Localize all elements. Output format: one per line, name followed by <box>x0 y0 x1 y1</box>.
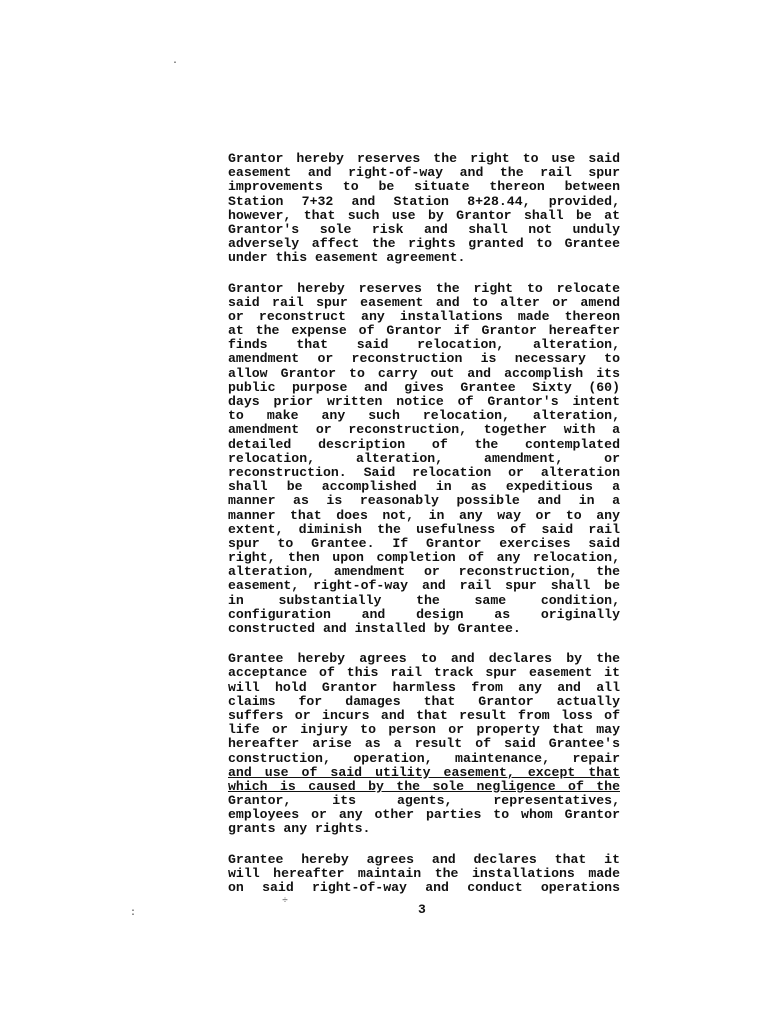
text-line: grants any rights. <box>228 821 371 837</box>
text-line: to make any such relocation, alteration, <box>228 408 620 424</box>
text-line: days prior written notice of Grantor's intent <box>228 394 620 409</box>
paragraph-grantee-indemnity <box>228 652 620 836</box>
scan-speck: ÷ <box>282 896 289 907</box>
text-line: manner that does not, in any way or to any <box>228 507 620 523</box>
text-line: improvements to be situate thereon between <box>228 179 620 195</box>
text-line: detailed description of the contemplated <box>228 436 620 452</box>
text-line: hereafter arise as a result of said Grantee's <box>228 736 620 752</box>
text-line: adversely affect the rights granted to Grantee <box>228 236 620 252</box>
text-line: life or injury to person or property that may <box>228 722 620 738</box>
text-line: Grantee hereby agrees and declares that it <box>228 851 620 867</box>
text-line: constructed and installed by Grantee. <box>228 621 521 636</box>
text-line: at the expense of Grantor if Grantor hereafter <box>228 323 620 339</box>
text-line: on said right-of-way and conduct operations <box>228 880 620 895</box>
text-line: Grantee hereby agrees to and declares by the <box>228 651 620 667</box>
text-line: suffers or incurs and that result from loss of <box>228 707 620 723</box>
text-line: right, then upon completion of any relocation, <box>228 550 620 566</box>
text-line: finds that said relocation, alteration, <box>228 337 620 353</box>
text-line: amendment or reconstruction is necessary to <box>228 351 620 367</box>
text-line: easement and right-of-way and the rail spur <box>228 165 620 181</box>
text-line: or reconstruct any installations made thereon <box>228 308 620 324</box>
text-line-underlined: which is caused by the sole negligence of the <box>228 778 620 794</box>
scan-speck: : <box>130 908 137 919</box>
text-line: Grantor hereby reserves the right to relocate <box>228 280 620 296</box>
text-line: amendment or reconstruction, together with a <box>228 422 620 438</box>
text-line: acceptance of this rail track spur easement it <box>228 665 620 681</box>
text-line: easement, right-of-way and rail spur shall be <box>228 578 620 594</box>
text-line: employees or any other parties to whom Grantor <box>228 807 620 823</box>
text-line: public purpose and gives Grantee Sixty (60) <box>228 379 620 395</box>
paragraph-grantor-use-rights <box>228 152 620 266</box>
text-line-underlined: and use of said utility easement, except that <box>228 764 620 780</box>
text-line: in substantially the same condition, <box>228 592 620 608</box>
text-line: extent, diminish the usefulness of said rail <box>228 521 620 537</box>
text-line: reconstruction. Said relocation or alteration <box>228 464 620 480</box>
scan-speck: · <box>172 58 179 69</box>
text-line: will hereafter maintain the installations made <box>228 865 620 881</box>
page-number: 3 <box>418 902 426 917</box>
text-line: Station 7+32 and Station 8+28.44, provided, <box>228 193 620 209</box>
text-line: alteration, amendment or reconstruction, the <box>228 564 620 580</box>
text-line: manner as is reasonably possible and in a <box>228 493 620 509</box>
body-text <box>228 152 620 911</box>
text-line: Grantor hereby reserves the right to use said <box>228 151 620 166</box>
text-line: relocation, alteration, amendment, or <box>228 450 620 466</box>
text-line: said rail spur easement and to alter or amend <box>228 294 620 310</box>
paragraph-grantee-maintenance <box>228 853 620 896</box>
text-line: Grantor's sole risk and shall not unduly <box>228 221 620 237</box>
text-line: under this easement agreement. <box>228 250 466 266</box>
text-line: construction, operation, maintenance, repair <box>228 750 620 766</box>
text-line: spur to Grantee. If Grantor exercises said <box>228 535 620 551</box>
text-line: allow Grantor to carry out and accomplish its <box>228 365 620 381</box>
text-line: configuration and design as originally <box>228 606 620 622</box>
text-line: however, that such use by Grantor shall be at <box>228 207 620 223</box>
paragraph-grantor-relocation-rights <box>228 282 620 637</box>
text-line: will hold Grantor harmless from any and all <box>228 679 620 695</box>
text-line: Grantor, its agents, representatives, <box>228 793 620 809</box>
text-line: shall be accomplished in as expeditious a <box>228 479 620 495</box>
text-line: claims for damages that Grantor actually <box>228 693 620 709</box>
